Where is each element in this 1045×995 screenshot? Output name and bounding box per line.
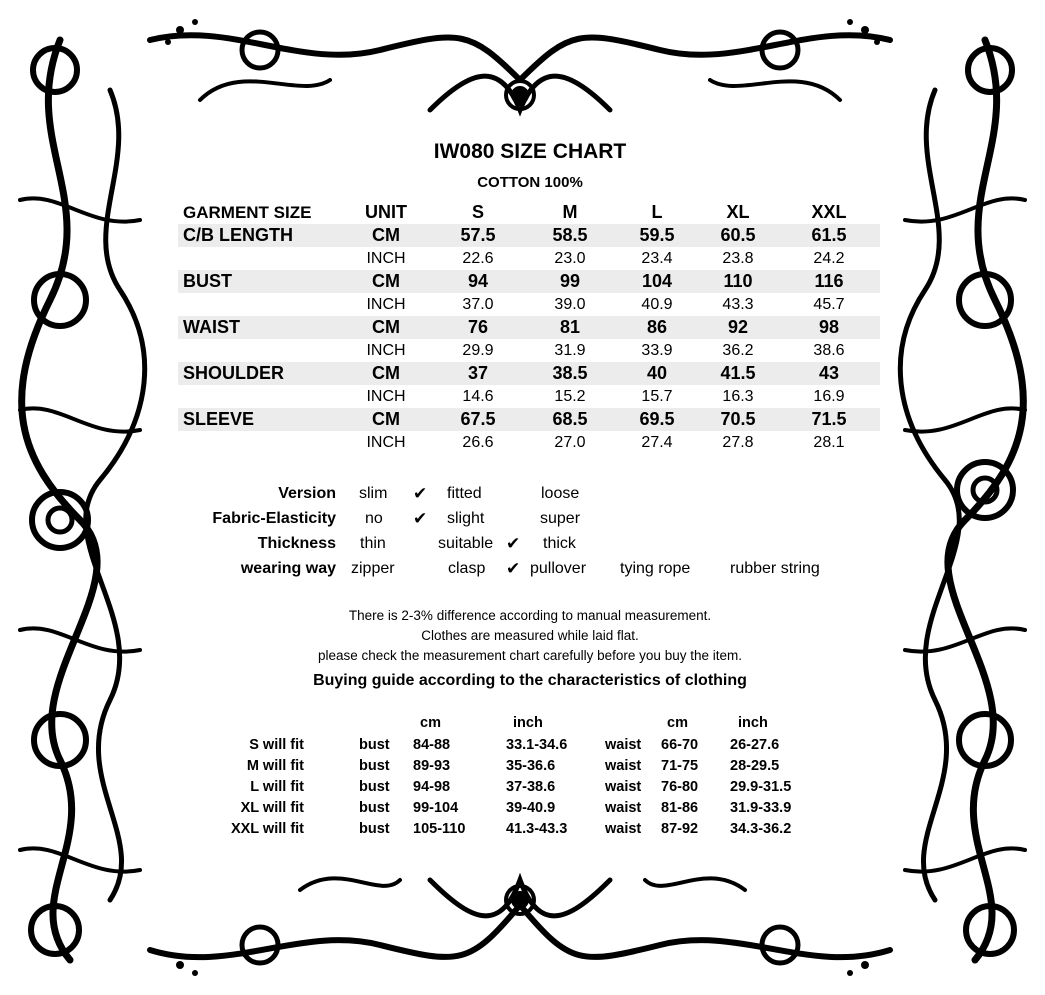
- value-cell: 67.5: [460, 409, 496, 429]
- value-cell: 60.5: [720, 225, 756, 245]
- table-row: [178, 362, 880, 385]
- value-cell: 38.6: [813, 342, 845, 359]
- frame-top-scrolls: [150, 32, 890, 110]
- value-cell: 22.6: [462, 250, 494, 267]
- table-row: [178, 316, 880, 339]
- guide-bust-label: bust: [359, 737, 390, 753]
- guide-bust-label: bust: [359, 821, 390, 837]
- value-cell: 27.4: [641, 434, 673, 451]
- unit-cell: CM: [372, 271, 400, 291]
- guide-waist-inch: 31.9-33.9: [730, 800, 792, 816]
- value-cell: 23.8: [722, 250, 754, 267]
- value-cell: 110: [723, 271, 753, 291]
- value-cell: 99: [559, 271, 581, 291]
- wearing-option-clasp: clasp: [448, 560, 486, 577]
- size-header-l: L: [651, 202, 663, 222]
- thickness-label: Thickness: [257, 535, 336, 552]
- value-cell: 24.2: [813, 250, 845, 267]
- wearing-option-zipper: zipper: [351, 560, 395, 577]
- frame-left-scrolls: [20, 40, 145, 960]
- table-row: [178, 385, 880, 408]
- check-mark-icon: ✔: [506, 534, 521, 553]
- guide-header-inch: inch: [513, 715, 543, 731]
- unit-cell: INCH: [366, 388, 406, 405]
- version-option-slim: slim: [359, 485, 388, 502]
- unit-cell: CM: [372, 409, 400, 429]
- value-cell: 94: [467, 271, 489, 291]
- table-row: [178, 408, 880, 431]
- guide-bust-inch: 37-38.6: [506, 779, 556, 795]
- guide-waist-label: waist: [605, 821, 642, 837]
- value-cell: 81: [559, 317, 581, 337]
- unit-cell: CM: [372, 225, 400, 245]
- measure-name: SHOULDER: [183, 363, 285, 383]
- value-cell: 92: [727, 317, 749, 337]
- value-cell: 71.5: [811, 409, 847, 429]
- wearing-option-pullover: pullover: [530, 560, 587, 577]
- guide-waist-cm: 87-92: [661, 821, 699, 837]
- size-table: [178, 201, 880, 454]
- value-cell: 39.0: [554, 296, 586, 313]
- size-table-header: [178, 201, 880, 224]
- wearing-option-tying-rope: tying rope: [620, 560, 691, 577]
- guide-bust-inch: 39-40.9: [506, 800, 556, 816]
- elasticity-label: Fabric-Elasticity: [212, 510, 336, 527]
- value-cell: 26.6: [462, 434, 494, 451]
- value-cell: 36.2: [722, 342, 754, 359]
- guide-size-label: S will fit: [249, 737, 304, 753]
- size-header-xl: XL: [726, 202, 750, 222]
- guide-waist-cm: 66-70: [661, 737, 699, 753]
- page-title: IW080 SIZE CHART: [433, 140, 627, 163]
- value-cell: 14.6: [462, 388, 494, 405]
- guide-bust-label: bust: [359, 779, 390, 795]
- value-cell: 59.5: [639, 225, 675, 245]
- value-cell: 37.0: [462, 296, 494, 313]
- measure-name: C/B LENGTH: [183, 225, 293, 245]
- value-cell: 57.5: [460, 225, 496, 245]
- value-cell: 29.9: [462, 342, 494, 359]
- table-row: [178, 224, 880, 247]
- table-row: [178, 293, 880, 316]
- guide-size-label: XXL will fit: [230, 821, 304, 837]
- version-label: Version: [278, 485, 336, 502]
- value-cell: 23.0: [554, 250, 586, 267]
- measure-name: BUST: [183, 271, 232, 291]
- value-cell: 43.3: [722, 296, 754, 313]
- frame-right-scrolls: [900, 40, 1025, 960]
- guide-waist-inch: 29.9-31.5: [730, 779, 792, 795]
- guide-bust-inch: 33.1-34.6: [506, 737, 568, 753]
- value-cell: 45.7: [813, 296, 845, 313]
- measure-name: WAIST: [183, 317, 240, 337]
- value-cell: 43: [818, 363, 840, 383]
- check-mark-icon: ✔: [413, 509, 428, 528]
- guide-bust-inch: 35-36.6: [506, 758, 556, 774]
- frame-bottom-scrolls: [150, 878, 890, 963]
- value-cell: 15.7: [641, 388, 673, 405]
- version-option-loose: loose: [541, 485, 580, 502]
- guide-waist-inch: 28-29.5: [730, 758, 780, 774]
- guide-bust-cm: 99-104: [413, 800, 459, 816]
- value-cell: 27.0: [554, 434, 586, 451]
- table-row: [178, 247, 880, 270]
- wearing-way-label: wearing way: [240, 560, 336, 577]
- value-cell: 86: [646, 317, 668, 337]
- value-cell: 40.9: [641, 296, 673, 313]
- guide-bust-label: bust: [359, 800, 390, 816]
- value-cell: 15.2: [554, 388, 586, 405]
- guide-bust-label: bust: [359, 758, 390, 774]
- guide-bust-inch: 41.3-43.3: [506, 821, 568, 837]
- value-cell: 23.4: [641, 250, 673, 267]
- value-cell: 104: [641, 271, 673, 291]
- guide-waist-inch: 26-27.6: [730, 737, 780, 753]
- value-cell: 33.9: [641, 342, 673, 359]
- size-header-xxl: XXL: [811, 202, 847, 222]
- guide-size-label: M will fit: [246, 758, 304, 774]
- value-cell: 38.5: [552, 363, 588, 383]
- value-cell: 61.5: [811, 225, 847, 245]
- elasticity-option-no: no: [365, 510, 383, 527]
- measure-name: SLEEVE: [183, 409, 255, 429]
- check-mark-icon: ✔: [506, 559, 521, 578]
- value-cell: 40: [646, 363, 668, 383]
- elasticity-option-super: super: [540, 510, 581, 527]
- guide-waist-label: waist: [605, 758, 642, 774]
- unit-header: UNIT: [365, 202, 407, 222]
- guide-bust-cm: 105-110: [413, 821, 466, 837]
- buying-guide-title: Buying guide according to the characteristics of clothing: [313, 672, 747, 689]
- version-option-fitted: fitted: [447, 485, 482, 502]
- guide-size-label: XL will fit: [240, 800, 304, 816]
- unit-cell: CM: [372, 317, 400, 337]
- thickness-option-thin: thin: [360, 535, 386, 552]
- wearing-option-rubber-string: rubber string: [730, 560, 820, 577]
- garment-size-header: GARMENT SIZE: [183, 203, 312, 222]
- thickness-option-suitable: suitable: [438, 535, 494, 552]
- material-subtitle: COTTON 100%: [477, 174, 583, 191]
- value-cell: 69.5: [639, 409, 675, 429]
- table-row: [178, 431, 880, 454]
- value-cell: 41.5: [720, 363, 756, 383]
- unit-cell: INCH: [366, 250, 406, 267]
- value-cell: 16.3: [722, 388, 754, 405]
- size-header-m: M: [562, 202, 578, 222]
- value-cell: 98: [818, 317, 840, 337]
- value-cell: 37: [467, 363, 489, 383]
- guide-waist-cm: 71-75: [661, 758, 699, 774]
- value-cell: 28.1: [813, 434, 845, 451]
- unit-cell: INCH: [366, 296, 406, 313]
- guide-bust-cm: 89-93: [413, 758, 451, 774]
- table-row: [178, 270, 880, 293]
- guide-waist-label: waist: [605, 800, 642, 816]
- value-cell: 70.5: [720, 409, 756, 429]
- guide-header-inch: inch: [738, 715, 768, 731]
- note-check-chart: please check the measurement chart carefully before you buy the item.: [318, 648, 742, 663]
- guide-waist-label: waist: [605, 779, 642, 795]
- value-cell: 31.9: [554, 342, 586, 359]
- guide-waist-inch: 34.3-36.2: [730, 821, 792, 837]
- value-cell: 68.5: [552, 409, 588, 429]
- elasticity-option-slight: slight: [447, 510, 485, 527]
- value-cell: 76: [467, 317, 489, 337]
- guide-waist-label: waist: [605, 737, 642, 753]
- value-cell: 27.8: [722, 434, 754, 451]
- check-mark-icon: ✔: [413, 484, 428, 503]
- guide-size-label: L will fit: [250, 779, 304, 795]
- guide-waist-cm: 81-86: [661, 800, 699, 816]
- note-measurement-difference: There is 2-3% difference according to manual measurement.: [348, 608, 712, 623]
- unit-cell: INCH: [366, 434, 406, 451]
- value-cell: 58.5: [552, 225, 588, 245]
- guide-header-cm: cm: [420, 715, 441, 731]
- value-cell: 16.9: [813, 388, 845, 405]
- table-row: [178, 339, 880, 362]
- unit-cell: INCH: [366, 342, 406, 359]
- unit-cell: CM: [372, 363, 400, 383]
- value-cell: 116: [814, 271, 844, 291]
- thickness-option-thick: thick: [543, 535, 576, 552]
- guide-bust-cm: 94-98: [413, 779, 451, 795]
- size-header-s: S: [471, 202, 485, 222]
- guide-header-cm: cm: [667, 715, 688, 731]
- guide-bust-cm: 84-88: [413, 737, 451, 753]
- guide-waist-cm: 76-80: [661, 779, 699, 795]
- note-laid-flat: Clothes are measured while laid flat.: [421, 628, 639, 643]
